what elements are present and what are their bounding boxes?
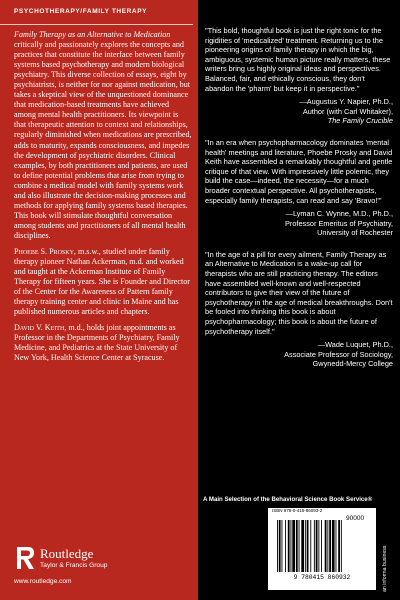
bio-prosky xyxy=(14,247,192,317)
endorser-name: —Wade Luquet, Ph.D., xyxy=(317,340,393,350)
isbn-label: ISBN 978-0-415-86093-2 xyxy=(272,508,323,513)
book-service-note: A Main Selection of the Behavioral Science Book Service® xyxy=(203,496,373,503)
barcode-bar xyxy=(307,520,309,572)
bio-text: , m.d., holds joint appointments as Professor in the Departments of Psychiatry, Family Medicine, and Pediatrics at the State University of New York, Health Science Center at Syracuse. xyxy=(14,323,180,363)
description-body: critically and passionately explores the concepts and practices that constitute the interface between family systems based psychotherapy and modern biological psychiatry. This diverse collection of essays, eight by psychiatrists, is neither for nor against medication, but takes a skeptical view of the unquestioned dominance that medication-based treatments have achieved among mental health practitioners. Its viewpoint is that therapeutic attention to context and relationships, regularly diminished when medications are prescribed, adds to maturity, expands consciousness, and impedes the development of psychiatric disorders. Clinical examples, by both practitioners and patients, are used to define potential problems that arise from trying to combine a medical model with family systems work and also illustrate the decision-making processes and methods for applying family systems based therapies. This book will stimulate thoughtful conversation among students and practitioners of all mental health disciplines. xyxy=(14,40,192,240)
description-paragraph xyxy=(14,30,192,241)
bio-name: David V. Keith xyxy=(14,323,65,333)
barcode-bar xyxy=(279,520,281,572)
description-column xyxy=(14,30,192,370)
barcode-bar xyxy=(292,520,295,572)
barcode-bar xyxy=(327,520,328,572)
barcode-bar xyxy=(285,520,286,572)
endorsement-attribution xyxy=(205,340,393,369)
endorser-title: Professor Emeritus of Psychiatry, xyxy=(284,218,393,228)
barcode-bar xyxy=(288,520,290,572)
barcode-bar xyxy=(325,520,327,572)
barcode-bar xyxy=(301,520,304,572)
endorsement-quote: "In an era when psychopharmacology dominates 'mental health' meetings and literature, Phoebe Prosky and David Keith have assembled a remarkably thoughtful and gentle critique of that view. With impressively little polemic, they build the case—indeed, the necessity—for a much broader contextual perspective. All psychotherapists, especially family therapists, can read and say 'Bravo!'" xyxy=(205,137,393,205)
bio-text: , m.s.w., studied under family therapy pioneer Nathan Ackerman, m.d. and worked and taught at the Ackerman Institute of Family Therapy for fifteen years. She is Founder and Director of the Center for the Awareness of Pattern family therapy training center and clinic in Maine and has published numerous articles and chapters. xyxy=(14,246,190,317)
publisher-logo xyxy=(14,545,174,593)
divider xyxy=(0,24,193,25)
bio-name: Phoebe S. Prosky xyxy=(14,246,74,256)
barcode-bar xyxy=(291,520,292,572)
publisher-name: Routledge xyxy=(40,546,94,561)
barcode-bar xyxy=(310,520,311,572)
barcode-bar xyxy=(316,520,318,572)
endorser-name: —Augustus Y. Napier, Ph.D., xyxy=(299,97,393,107)
endorsement-attribution xyxy=(205,97,393,126)
barcode-bar xyxy=(329,520,331,572)
publisher-group: Taylor & Francis Group xyxy=(40,562,108,569)
informa-side-text: an informa business xyxy=(382,545,388,592)
barcode-bars xyxy=(276,520,368,572)
barcode-digits: 9 780415 860932 xyxy=(293,574,351,581)
endorser-affiliation: Gwynedd-Mercy College xyxy=(312,359,393,369)
endorser-title: Associate Professor of Sociology, xyxy=(284,349,393,359)
bio-keith xyxy=(14,323,192,363)
barcode-bar xyxy=(338,520,340,572)
barcode-bar xyxy=(336,520,337,572)
barcode-bar xyxy=(318,520,319,572)
routledge-logo-icon xyxy=(14,545,36,571)
endorser-affiliation xyxy=(205,116,393,126)
endorsement-attribution xyxy=(205,209,393,238)
barcode-bar xyxy=(299,520,300,572)
barcode-bar xyxy=(341,520,342,572)
barcode-bar xyxy=(305,520,306,572)
barcode-bar xyxy=(277,520,278,572)
book-title-italic: Family Therapy as an Alternative to Medication xyxy=(14,30,171,39)
endorsement-column xyxy=(205,26,393,381)
endorser-book-title: The Family Crucible xyxy=(327,116,393,126)
barcode-bar xyxy=(296,520,298,572)
barcode-bar xyxy=(332,520,335,572)
publisher-url[interactable]: www.routledge.com xyxy=(14,578,72,585)
barcode-bar xyxy=(282,520,283,572)
category-label: PSYCHOTHERAPY/FAMILY THERAPY xyxy=(14,8,148,15)
endorser-name: —Lyman C. Wynne, M.D., Ph.D., xyxy=(285,209,393,219)
price-code: 90000 xyxy=(346,515,365,522)
endorsement-quote: "This bold, thoughtful book is just the right tonic for the rigidities of 'medicalized' treatment. Returning us to the pioneering origins of family therapy in which the big, ambiguous, systemic human picture really matters, these writers bring us highly original ideas and perspectives. Balanced, fair, and ethically conscious, they don't abandon the 'pharm' but keep it in perspective." xyxy=(205,26,391,93)
endorsement-quote: "In the age of a pill for every ailment, Family Therapy as an Alternative to Medication is a wake-up call for therapists who are still practicing therapy. The editors have assembled well-known and well-respected contributors to give their view of the future of psychotherapy in the age of medical breakthroughs. Don't be fooled into thinking this book is about psychopharmacology; this book is about the future of psychotherapy itself." xyxy=(205,249,393,336)
barcode-bar xyxy=(321,520,322,572)
endorser-title: Author (with Carl Whitaker), xyxy=(302,106,393,116)
endorser-affiliation: University of Rochester xyxy=(317,228,393,238)
barcode-bar xyxy=(314,520,315,572)
